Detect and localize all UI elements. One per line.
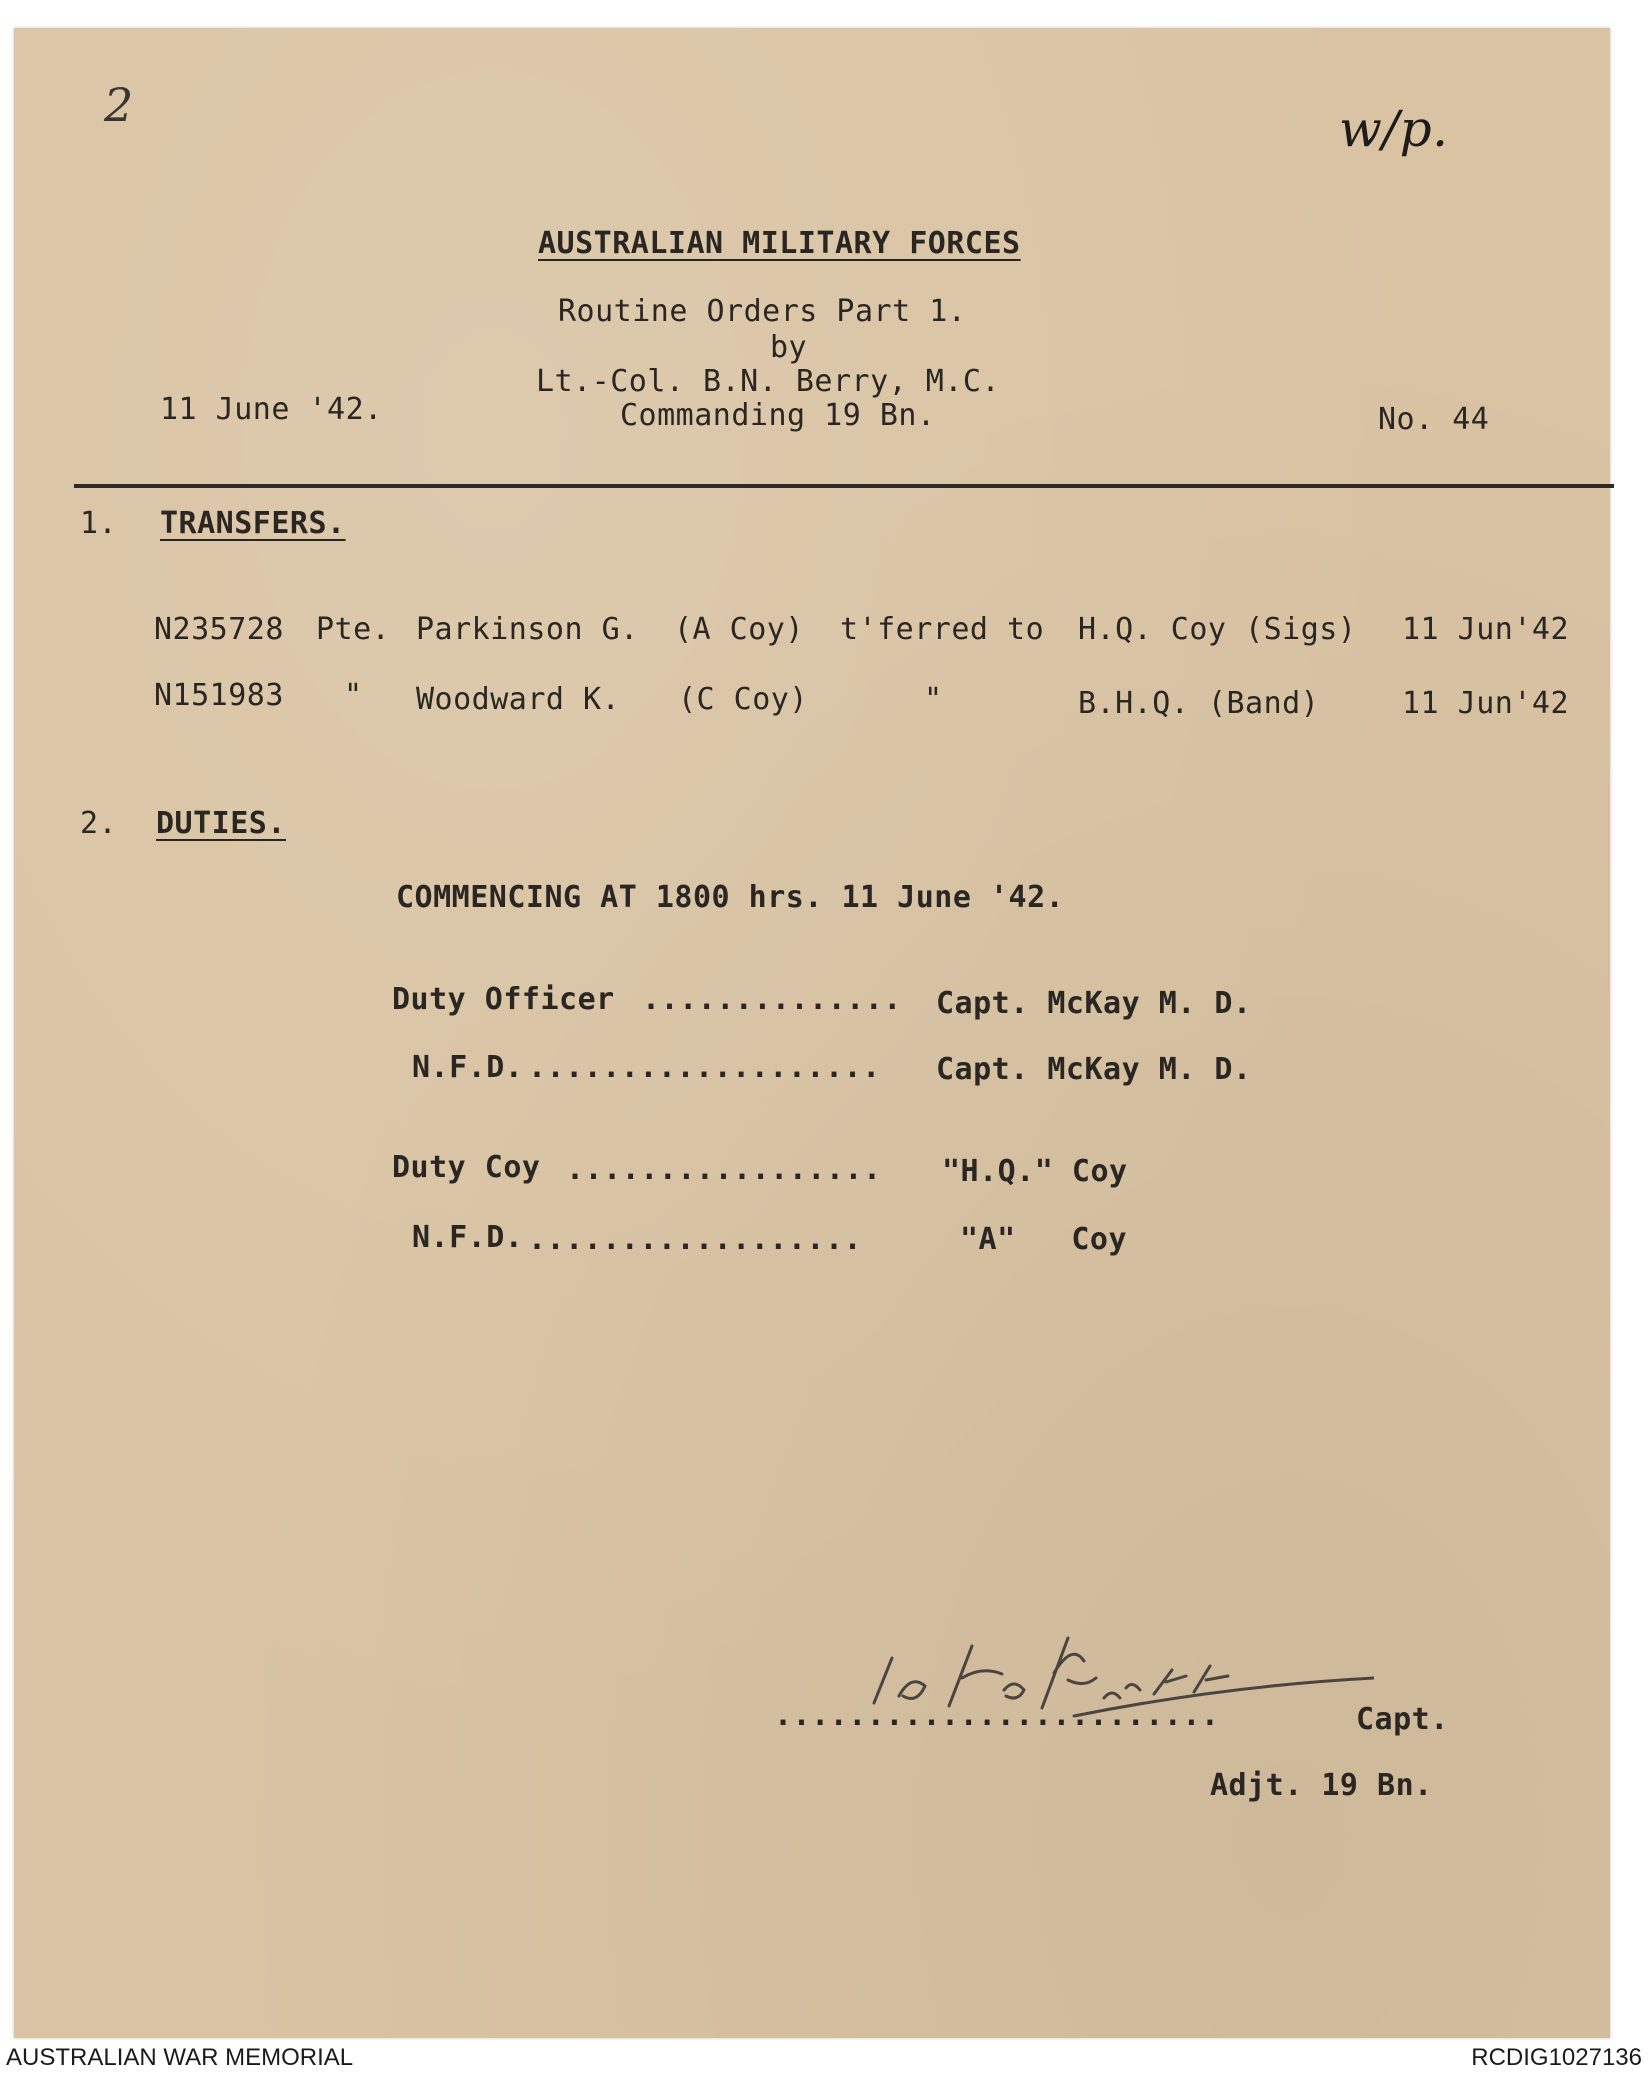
signature-rank: Capt. [1356,1702,1449,1737]
soldier-name: Parkinson G. [416,612,639,647]
duty-value: Capt. McKay M. D. [936,986,1252,1021]
section-title-transfers: TRANSFERS. [160,506,346,541]
commander-line: Lt.-Col. B.N. Berry, M.C. [536,364,1001,399]
transfer-date: 11 Jun'42 [1402,612,1570,647]
duty-value: "A" Coy [960,1222,1128,1257]
transfer-action: t'ferred to [840,612,1045,647]
section-number-transfers: 1. [80,506,118,541]
duty-label: N.F.D. [412,1050,524,1085]
document-title: AUSTRALIAN MILITARY FORCES [538,226,1021,261]
duty-label: Duty Coy [392,1150,541,1185]
handwritten-page-mark: 2 [104,78,134,132]
routine-orders-line: Routine Orders Part 1. [558,294,967,329]
transfer-action: " [924,682,943,717]
leader-dots: .................. [528,1222,863,1257]
leader-dots: ................. [566,1152,882,1187]
duty-value: Capt. McKay M. D. [936,1052,1252,1087]
footer-archive-name: AUSTRALIAN WAR MEMORIAL [6,2044,354,2071]
duty-label: Duty Officer [392,982,615,1017]
section-title-duties: DUTIES. [156,806,286,841]
section-number-duties: 2. [80,806,118,841]
footer-image-id: RCDIG1027136 [1471,2044,1642,2071]
leader-dots: .............. [642,982,902,1017]
handwritten-wp-mark: w/p. [1339,100,1449,158]
from-company: (A Coy) [674,612,804,647]
rank: Pte. [316,612,391,647]
to-unit: H.Q. Coy (Sigs) [1078,612,1357,647]
signature-dots: ........................ [774,1698,1220,1733]
from-company: (C Coy) [678,682,808,717]
commanding-line: Commanding 19 Bn. [620,398,936,433]
soldier-name: Woodward K. [416,682,621,717]
duty-label: N.F.D. [412,1220,524,1255]
header-divider [74,484,1614,488]
leader-dots: ................... [528,1050,881,1085]
order-date: 11 June '42. [160,392,383,427]
commencing-line: COMMENCING AT 1800 hrs. 11 June '42. [396,880,1065,915]
document-page [14,28,1610,2038]
service-number: N151983 [154,678,284,713]
transfer-date: 11 Jun'42 [1402,686,1570,721]
by-line: by [770,330,808,365]
service-number: N235728 [154,612,284,647]
duty-value: "H.Q." Coy [942,1154,1128,1189]
to-unit: B.H.Q. (Band) [1078,686,1320,721]
rank: " [344,678,363,713]
order-number: No. 44 [1378,402,1490,437]
signature-title: Adjt. 19 Bn. [1210,1768,1433,1803]
